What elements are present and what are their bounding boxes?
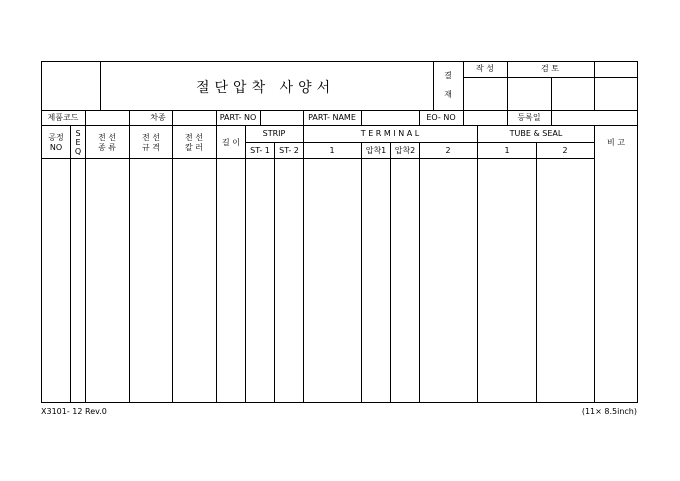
col-div-term1-right bbox=[361, 142, 362, 403]
title-box-right bbox=[433, 61, 434, 110]
info-div-11 bbox=[551, 110, 552, 125]
col-div-st1-right bbox=[274, 142, 275, 403]
car-type-label: 차종 bbox=[150, 113, 166, 122]
st2-header: ST- 2 bbox=[279, 146, 299, 155]
strip-header: STRIP bbox=[262, 129, 286, 138]
col-div-strip-right bbox=[303, 125, 304, 403]
tube-seal-1-header: 1 bbox=[504, 146, 510, 155]
col-div-length-right bbox=[245, 125, 246, 403]
part-no-label: PART- NO bbox=[219, 113, 257, 122]
info-div-7 bbox=[361, 110, 362, 125]
approval-review: 검 토 bbox=[541, 64, 559, 73]
approval-review-right bbox=[594, 61, 595, 110]
info-div-8 bbox=[419, 110, 420, 125]
eo-no-label: EO- NO bbox=[426, 113, 456, 122]
st1-header: ST- 1 bbox=[250, 146, 270, 155]
terminal-1-header: 1 bbox=[329, 146, 335, 155]
frame-right-line bbox=[637, 61, 638, 403]
wire-spec-header-2: 규 격 bbox=[142, 143, 160, 152]
part-name-label: PART- NAME bbox=[308, 113, 356, 122]
crimp1-header: 압착1 bbox=[365, 146, 387, 155]
col-div-crimp2-right bbox=[419, 142, 420, 403]
process-no-header-1: 공정 bbox=[48, 133, 64, 142]
wire-kind-header-2: 종 류 bbox=[98, 143, 116, 152]
paper-size: (11× 8.5inch) bbox=[581, 407, 637, 416]
process-no-header-2: NO bbox=[49, 143, 63, 152]
form-title: 절단압착 사양서 bbox=[196, 80, 336, 96]
col-div-ts1-right bbox=[536, 142, 537, 403]
wire-color-header-2: 칼 러 bbox=[185, 143, 203, 152]
col-div-seq-right bbox=[85, 125, 86, 403]
column-header-bottom-line bbox=[41, 158, 595, 159]
header-bottom-line bbox=[41, 110, 638, 111]
approval-label-right bbox=[463, 61, 464, 110]
info-div-10 bbox=[507, 110, 508, 125]
approval-label-bottom: 재 bbox=[444, 90, 452, 99]
frame-bottom-line bbox=[41, 402, 638, 403]
col-div-seq-left bbox=[70, 125, 71, 403]
length-header: 길 이 bbox=[222, 138, 240, 147]
col-div-color-right bbox=[216, 125, 217, 403]
form-number: X3101- 12 Rev.0 bbox=[41, 407, 107, 416]
product-code-label: 제품코드 bbox=[47, 113, 79, 122]
info-div-2 bbox=[129, 110, 130, 125]
wire-spec-header-1: 전 선 bbox=[142, 133, 160, 142]
info-div-3 bbox=[172, 110, 173, 125]
seq-header-s: S bbox=[75, 129, 81, 138]
info-div-5 bbox=[260, 110, 261, 125]
col-div-terminal-right bbox=[477, 125, 478, 403]
reg-date-label: 등록일 bbox=[517, 113, 541, 122]
logo-box-divider bbox=[100, 61, 101, 110]
wire-color-header-1: 전 선 bbox=[185, 133, 203, 142]
tube-seal-header: TUBE & SEAL bbox=[509, 129, 563, 138]
wire-kind-header-1: 전 선 bbox=[98, 133, 116, 142]
col-div-spec-right bbox=[172, 125, 173, 403]
frame-top-line bbox=[41, 61, 638, 62]
info-div-9 bbox=[463, 110, 464, 125]
approval-author-right bbox=[507, 61, 508, 110]
approval-label-top: 결 bbox=[444, 71, 452, 80]
tube-seal-2-header: 2 bbox=[562, 146, 568, 155]
crimp2-header: 압착2 bbox=[394, 146, 416, 155]
approval-review-mid bbox=[551, 77, 552, 110]
terminal-header: T E R M I N A L bbox=[360, 129, 420, 138]
info-div-1 bbox=[85, 110, 86, 125]
col-div-crimp1-right bbox=[390, 142, 391, 403]
info-div-6 bbox=[303, 110, 304, 125]
info-row-bottom-line bbox=[41, 125, 638, 126]
terminal-2-header: 2 bbox=[445, 146, 451, 155]
frame-left-line bbox=[41, 61, 42, 403]
approval-author: 작 성 bbox=[476, 64, 494, 73]
col-div-kind-right bbox=[129, 125, 130, 403]
col-div-tube-right bbox=[594, 125, 595, 403]
seq-header-e: E bbox=[75, 138, 81, 147]
approval-header-line bbox=[463, 77, 638, 78]
info-div-4 bbox=[216, 110, 217, 125]
seq-header-q: Q bbox=[74, 147, 82, 156]
remarks-header: 비 고 bbox=[607, 138, 625, 147]
